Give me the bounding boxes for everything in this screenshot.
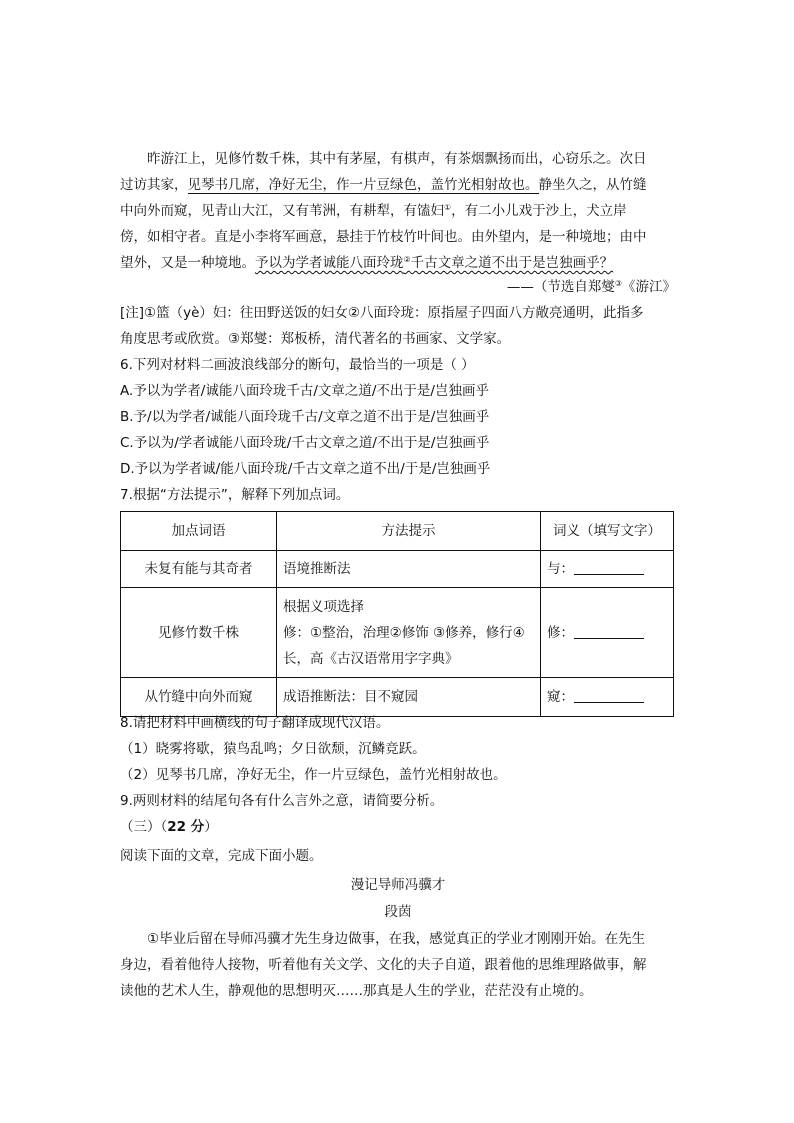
table-row: [121, 551, 674, 588]
passage-source: ——（节选自郑燮③《游江》: [506, 279, 676, 295]
table-cell-meaning: 窥：: [541, 678, 674, 717]
table-cell-phrase: 未复有能与其奇者: [121, 551, 277, 588]
q8-stem: 8.请把材料中画横线的句子翻译成现代汉语。: [120, 715, 390, 731]
footnote-mark-2: ②: [403, 255, 411, 264]
table-cell-phrase: 见修竹数千株: [121, 588, 277, 678]
article-para1-line3: 读他的艺术人生，静观他的思想明灭……那真是人生的学业，茫茫没有止境的。: [120, 983, 593, 999]
footnote-mark-3: ③: [614, 279, 622, 288]
q7-stem: 7.根据“方法提示”，解释下列加点词。: [120, 487, 350, 503]
q8-item-2: （2）见琴书几席，净好无尘，作一片豆绿色，盖竹光相射故也。: [120, 767, 507, 783]
wavy-sentence: 予以为学者诚能八面玲珑②千古文章之道不出于是岂独画乎？: [255, 255, 614, 271]
table-cell-meaning: 修：: [541, 588, 674, 678]
q9-stem: 9.两则材料的结尾句各有什么言外之意，请简要分析。: [120, 793, 444, 809]
article-para1-line2: 身边，看着他待人接物，听着他有关文学、文化的夫子自道，跟着他的思维理路做事，解: [120, 957, 647, 973]
notes-line-2: 角度思考或欣赏。③郑燮：郑板桥，清代著名的书画家、文学家。: [120, 331, 511, 347]
table-cell-meaning: 与：: [541, 551, 674, 588]
passage-line-4: 傍，如相守者。直是小李将军画意，悬挂于竹枝竹叶间也。由外望内，是一种境地；由中: [120, 229, 647, 245]
table-cell-method: 成语推断法：目不窥园: [277, 678, 541, 717]
q6-option-d: D.予以为学者诚/能八面玲珑/千古文章之道不出/于是/岂独画乎: [120, 461, 491, 477]
underlined-sentence: 见琴书几席，净好无尘，作一片豆绿色，盖竹光相射故也。: [187, 177, 539, 193]
article-author: 段茵: [384, 904, 412, 920]
q6-option-b: B.予/以为学者/诚能八面玲珑千古/文章之道不出于是/岂独画乎: [120, 409, 490, 425]
table-cell-method: 语境推断法: [277, 551, 541, 588]
passage-line-2: 过访其家，见琴书几席，净好无尘，作一片豆绿色，盖竹光相射故也。静坐久之，从竹缝: [120, 177, 647, 193]
passage-line-1: 昨游江上，见修竹数千株，其中有茅屋，有棋声，有茶烟飘扬而出，心窃乐之。次日: [147, 151, 647, 167]
table-header-phrase: 加点词语: [121, 512, 277, 551]
table-cell-phrase: 从竹缝中向外而窥: [121, 678, 277, 717]
table-cell-method: 根据义项选择 修：①整治，治理②修饰 ③修养，修行④ 长，高《古汉语常用字字典》: [277, 588, 541, 678]
article-title: 漫记导师冯骥才: [350, 877, 446, 893]
table-header-method: 方法提示: [277, 512, 541, 551]
q6-option-a: A.予以为学者/诚能八面玲珑千古/文章之道/不出于是/岂独画乎: [120, 383, 489, 399]
table-row: [121, 678, 674, 717]
q6-option-c: C.予以为/学者诚能八面玲珑/千古文章之道/不出于是/岂独画乎: [120, 435, 490, 451]
table-header-row: [121, 512, 674, 551]
table-row: [121, 588, 674, 678]
section-3-instruction: 阅读下面的文章，完成下面小题。: [120, 848, 323, 864]
q7-table: [120, 511, 674, 717]
q8-item-1: （1）晓雾将歇，猿鸟乱鸣；夕日欲颓，沉鳞竞跃。: [120, 741, 426, 757]
notes-line-1: [注]①篮（yè）妇：往田野送饭的妇女②八面玲珑：原指屋子四面八方敞亮通明，此指多: [120, 305, 644, 321]
section-3-label: （三）（22 分）: [120, 819, 218, 835]
answer-blank[interactable]: [574, 624, 644, 639]
answer-blank[interactable]: [574, 688, 644, 703]
passage-line-3: 中向外而窥，见青山大江，又有苇洲，有耕犁，有馌妇①，有二小儿戏于沙上，犬立岸: [120, 203, 627, 219]
answer-blank[interactable]: [574, 560, 644, 575]
q6-stem: 6.下列对材料二画波浪线部分的断句，最恰当的一项是（ ）: [120, 357, 475, 373]
footnote-mark-1: ①: [444, 203, 452, 212]
passage-line-5: 望外，又是一种境地。予以为学者诚能八面玲珑②千古文章之道不出于是岂独画乎？: [120, 255, 614, 271]
article-para1-line1: ①毕业后留在导师冯骥才先生身边做事，在我，感觉真正的学业才刚刚开始。在先生: [147, 931, 646, 947]
table-header-meaning: 词义（填写文字）: [541, 512, 674, 551]
